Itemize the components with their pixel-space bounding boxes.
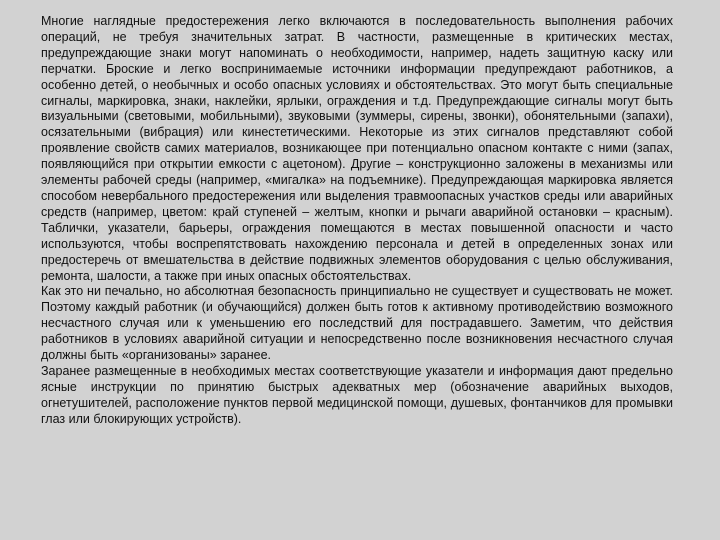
paragraph-warning-signals: Многие наглядные предостережения легко включаются в последовательность выполнения рабочих операций, не требуя значительных затрат. В частности, размещенные в критических местах, предупреждающие знаки могут напоминать о необходимости, например, надеть защитную каску или перчатки. Броские и легко воспринимаемые источники информации предупреждают работников, а особенно детей, о необычных и особо опасных условиях и обстоятельствах. Это могут быть специальные сигналы, маркировка, знаки, наклейки, ярлыки, ограждения и т.д. Предупреждающие сигналы могут быть визуальными (световыми, мобильными), звуковыми (зуммеры, сирены, звонки), обонятельными (запахи), осязательными (вибрация) или кинестетическими. Некоторые из этих сигналов представляют собой проявление свойств самих материалов, возникающее при потенциально опасном контакте с ними (запах, появляющийся при открытии емкости с ацетоном). Другие – конструкционно заложены в механизмы или элементы рабочей среды (например, «мигалка» на подъемнике). Предупреждающая маркировка является способом невербального предостережения или выделения травмоопасных участков среды или аварийных средств (например, цветом: край ступеней – желтым, кнопки и рычаги аварийной остановки – красным). Таблички, указатели, барьеры, ограждения помещаются в местах повышенной опасности и часто используются, чтобы воспрепятствовать нахождению персонала и детей в определенных зонах или предостеречь от вмешательства в действие подвижных элементов оборудования с целью обслуживания, ремонта, шалости, а также при иных опасных обстоятельствах.: [41, 14, 673, 283]
paragraph-emergency-signs: Заранее размещенные в необходимых местах соответствующие указатели и информация дают предельно ясные инструкции по принятию быстрых адекватных мер (обозначение аварийных выходов, огнетушителей, расположение пунктов первой медицинской помощи, душевых, фонтанчиков для промывки глаз или блокирующих устройств).: [41, 363, 673, 426]
document-page: [41, 14, 673, 534]
paragraph-absolute-safety: Как это ни печально, но абсолютная безопасность принципиально не существует и существовать не может. Поэтому каждый работник (и обучающийся) должен быть готов к активному противодействию возможного несчастного случая или к уменьшению его последствий для пострадавшего. Заметим, что действия работников в условиях аварийной ситуации и непосредственно после возникновения несчастного случая должны быть «организованы» заранее.: [41, 284, 673, 363]
